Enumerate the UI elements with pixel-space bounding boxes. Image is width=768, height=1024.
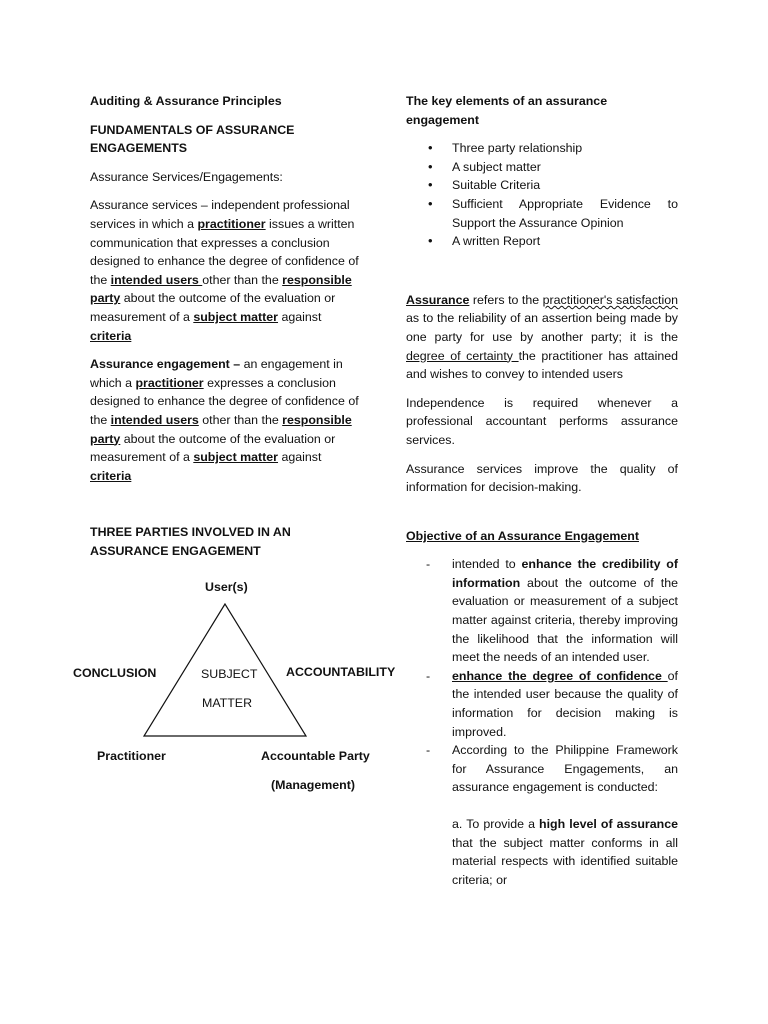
keyword-practitioner-satisfaction: practitioner's satisfaction (542, 292, 678, 307)
left-column (90, 92, 360, 560)
course-title: Auditing & Assurance Principles (90, 94, 282, 108)
keyword-practitioner: practitioner (135, 375, 204, 390)
objective-item: - intended to enhance the credibility of information about the outcome of the evaluation or measurement of a subject matter against criteria, thereby improving the likelihood that the information will meet the needs of an intended user. (406, 555, 678, 667)
definition-lead: Assurance engagement – (90, 357, 241, 372)
key-element-item: • Sufficient Appropriate Evidence to Support the Assurance Opinion (406, 195, 678, 232)
assurance-definition: Assurance refers to the practitioner's satisfaction as to the reliability of an assertion being made by one party for use by another party; it is the degree of certainty the practitioner has attained and wishes to convey to intended users (406, 292, 678, 382)
keyword-enhance-credibility: enhance the credibility of information (452, 557, 678, 590)
keyword-intended-users: intended users (110, 412, 199, 427)
keyword-assurance: Assurance (406, 292, 470, 307)
objective-list (406, 555, 678, 797)
objective-title: Objective of an Assurance Engagement (406, 528, 639, 543)
right-column (406, 92, 678, 889)
keyword-responsible-party: responsible party (90, 412, 352, 446)
diagram-accountable-party-label: Accountable Party (261, 749, 370, 763)
independence-paragraph: Independence is required whenever a professional accountant performs assurance services. (406, 395, 678, 447)
diagram-management-label: (Management) (271, 778, 355, 792)
keyword-intended-users: intended users (110, 272, 203, 287)
triangle-shape (60, 570, 380, 810)
key-element-item: • A written Report (406, 232, 678, 251)
key-element-item: • Suitable Criteria (406, 176, 678, 195)
section-title: FUNDAMENTALS OF ASSURANCE ENGAGEMENTS (90, 122, 295, 156)
keyword-subject-matter: subject matter (193, 450, 279, 465)
assurance-engagement-definition: Assurance engagement – an engagement in which a practitioner expresses a conclusion designed to enhance the degree of confidence of the intended users other than the responsible party about the outcome of the evaluation or measurement of a subject matter against criteria (90, 357, 359, 483)
objective-item: - According to the Philippine Framework for Assurance Engagements, an assurance engagement is conducted: (406, 741, 678, 797)
diagram-practitioner-label: Practitioner (97, 749, 166, 763)
subheading: Assurance Services/Engagements: (90, 169, 283, 184)
key-elements-list (406, 139, 678, 251)
keyword-criteria: criteria (90, 328, 132, 343)
keyword-criteria: criteria (90, 468, 132, 483)
keyword-responsible-party: responsible party (90, 272, 352, 306)
diagram-conclusion-label: CONCLUSION (73, 666, 157, 680)
objective-subitem-a: a. To provide a high level of assurance that the subject matter conforms in all material respects with identified suitable criteria; or (452, 817, 678, 887)
keyword-enhance-confidence: enhance the degree of confidence (452, 668, 668, 683)
diagram-subject-label: SUBJECT (201, 667, 258, 681)
keyword-degree-of-certainty: degree of certainty (406, 348, 519, 363)
diagram-accountability-label: ACCOUNTABILITY (286, 665, 396, 679)
diagram-users-label: User(s) (205, 580, 248, 594)
key-elements-title: The key elements of an assurance engagement (406, 94, 608, 127)
diagram-matter-label: MATTER (202, 696, 253, 710)
objective-item: - enhance the degree of confidence of the intended user because the quality of information for decision making is improved. (406, 667, 678, 741)
parties-title: THREE PARTIES INVOLVED IN AN ASSURANCE ENGAGEMENT (90, 525, 291, 558)
keyword-high-level-assurance: high level of assurance (539, 817, 678, 831)
key-element-item: • Three party relationship (406, 139, 678, 158)
keyword-subject-matter: subject matter (193, 309, 279, 324)
improve-paragraph: Assurance services improve the quality of information for decision-making. (406, 461, 678, 495)
key-element-item: • A subject matter (406, 158, 678, 177)
assurance-services-definition: Assurance services – independent professional services in which a practitioner issues a written communication that expresses a conclusion designed to enhance the degree of confidence of the intended users other than the responsible party about the outcome of the evaluation or measurement of a subject matter against criteria (90, 198, 359, 343)
three-parties-diagram (60, 570, 396, 810)
keyword-practitioner: practitioner (197, 216, 266, 231)
